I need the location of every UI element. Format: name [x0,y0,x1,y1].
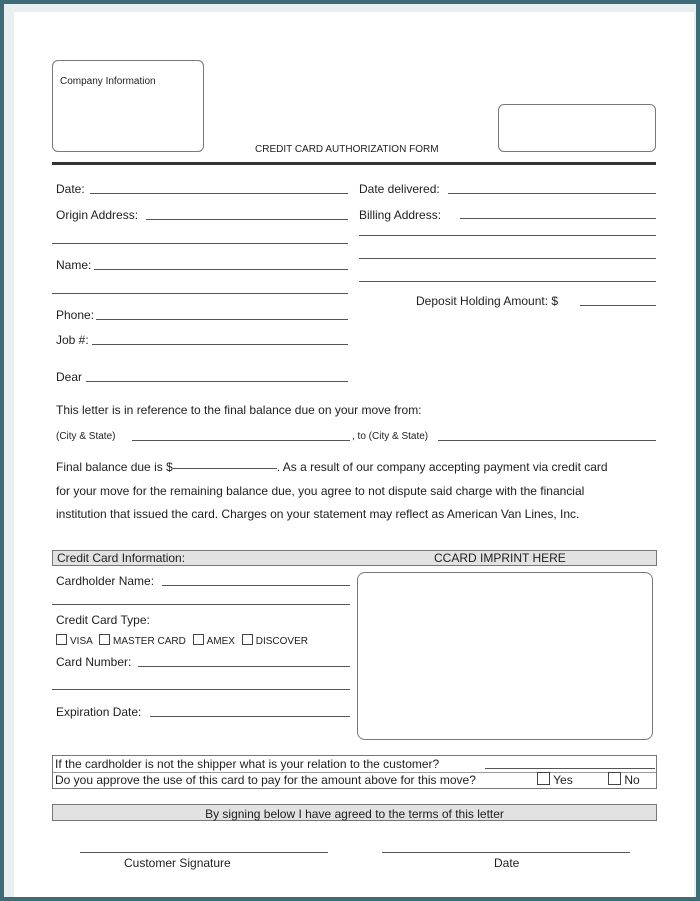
balance-line-2: for your move for the remaining balance due, you agree to not dispute said charge with the financial [56,484,585,498]
date-label: Date: [56,182,85,196]
job-line[interactable] [92,344,348,345]
origin-address-label: Origin Address: [56,208,139,222]
customer-signature-line[interactable] [80,852,328,853]
origin-address-line-2[interactable] [52,243,348,244]
name-label: Name: [56,258,92,272]
company-info-label: Company Information [60,76,156,87]
form-title: CREDIT CARD AUTHORIZATION FORM [255,144,439,155]
form-page [14,12,694,897]
job-label: Job #: [56,333,89,347]
card-number-label: Card Number: [56,655,132,669]
balance-line-1 [56,455,608,479]
card-imprint-header: CCARD IMPRINT HERE [434,551,566,565]
customer-signature-label: Customer Signature [124,856,231,870]
relation-line[interactable] [485,768,655,769]
visa-option[interactable] [56,636,92,647]
no-checkbox[interactable] [608,772,621,785]
balance-amount-line[interactable] [173,468,277,469]
yes-label: Yes [553,773,573,787]
visa-label: VISA [70,636,93,647]
balance-line-3: institution that issued the card. Charges on your statement may reflect as American Van Lines, Inc. [56,507,580,521]
amex-option[interactable] [193,636,235,647]
expiration-label: Expiration Date: [56,705,142,719]
billing-address-line-4[interactable] [359,281,656,282]
reference-text: This letter is in reference to the final balance due on your move from: [56,403,422,417]
dear-line[interactable] [86,381,348,382]
yes-option[interactable] [537,772,573,787]
date-signature-line[interactable] [382,852,630,853]
billing-address-label: Billing Address: [359,208,442,222]
relation-question: If the cardholder is not the shipper what is your relation to the customer? [55,757,440,771]
discover-label: DISCOVER [255,636,308,647]
billing-address-line-3[interactable] [359,258,656,259]
date-delivered-label: Date delivered: [359,182,440,196]
no-label: No [624,773,640,787]
company-info-box [52,60,204,152]
origin-address-line[interactable] [146,219,348,220]
city-state-to-label: , to (City & State) [352,431,429,442]
top-right-box [498,104,656,152]
approve-question: Do you approve the use of this card to pay for the amount above for this move? [55,773,476,787]
cardholder-line-2[interactable] [52,604,350,605]
name-line[interactable] [94,269,348,270]
phone-label: Phone: [56,308,95,322]
questions-box [52,755,657,789]
name-line-2[interactable] [52,293,348,294]
title-rule [52,162,656,165]
mastercard-checkbox[interactable] [99,634,110,645]
dear-label: Dear [56,370,83,384]
page-frame [4,4,696,897]
date-signature-label: Date [494,856,520,870]
balance-suffix: . As a result of our company accepting payment via credit card [276,460,608,474]
discover-checkbox[interactable] [242,634,253,645]
amex-label: AMEX [206,636,235,647]
card-imprint-box [357,572,653,740]
deposit-holding-line[interactable] [580,305,656,306]
card-info-header-left: Credit Card Information: [57,551,186,565]
signing-banner [52,804,657,821]
balance-prefix: Final balance due is $ [56,460,173,474]
card-type-options [56,634,308,649]
phone-line[interactable] [96,319,348,320]
visa-checkbox[interactable] [56,634,67,645]
billing-address-line[interactable] [460,218,656,219]
billing-address-line-2[interactable] [359,235,656,236]
date-line[interactable] [90,193,348,194]
card-number-line[interactable] [138,666,350,667]
cardholder-label: Cardholder Name: [56,574,155,588]
no-option[interactable] [608,772,640,787]
mastercard-option[interactable] [99,636,186,647]
signing-banner-text: By signing below I have agreed to the terms of this letter [205,807,504,821]
date-delivered-line[interactable] [448,193,656,194]
city-state-to-line[interactable] [438,440,656,441]
cardholder-line[interactable] [162,585,350,586]
card-info-header [52,550,657,566]
deposit-holding-label: Deposit Holding Amount: $ [416,294,559,308]
expiration-line[interactable] [150,716,350,717]
city-state-from-label: (City & State) [56,431,116,442]
card-number-line-2[interactable] [52,689,350,690]
discover-option[interactable] [242,636,308,647]
amex-checkbox[interactable] [193,634,204,645]
yes-checkbox[interactable] [537,772,550,785]
city-state-from-line[interactable] [132,440,350,441]
mastercard-label: MASTER CARD [113,636,186,647]
card-type-label: Credit Card Type: [56,613,150,627]
